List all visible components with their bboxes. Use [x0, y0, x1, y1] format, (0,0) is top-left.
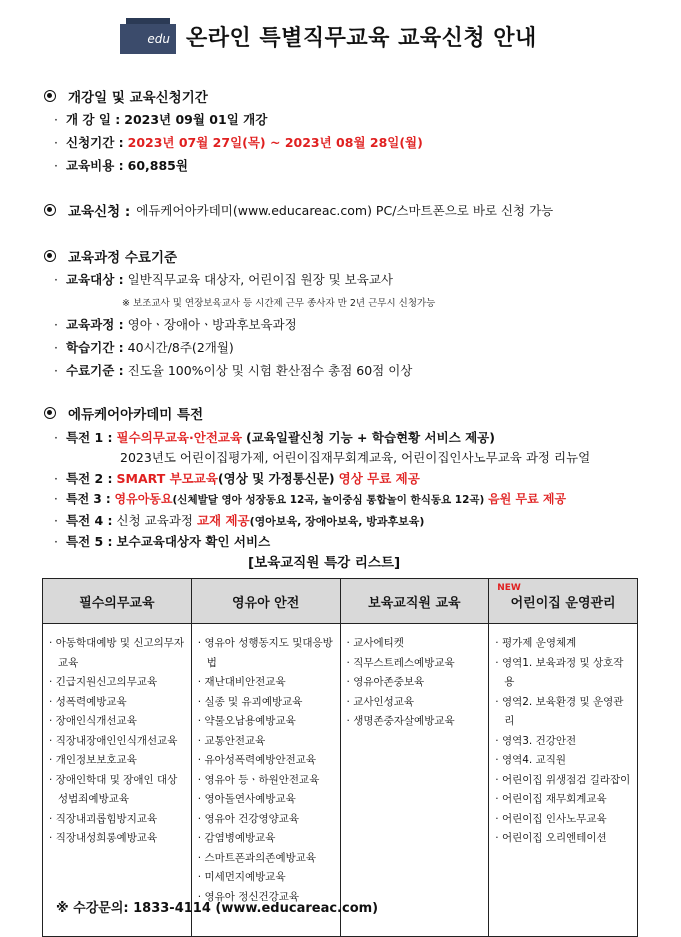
- table-column: [191, 624, 340, 937]
- list-item: · 미세먼지예방교육: [198, 868, 336, 888]
- list-item: · 교통안전교육: [198, 732, 336, 752]
- list-item: · 어린이집 재무회계교육: [495, 790, 633, 810]
- list-item: · 영유아 건강영양교육: [198, 810, 336, 830]
- list-item: · 실종 및 유괴예방교육: [198, 693, 336, 713]
- list-item: · 어린이집 오리엔테이션: [495, 829, 633, 849]
- list-item: · 긴급지원신고의무교육: [49, 673, 187, 693]
- list-item: · 평가제 운영체계: [495, 634, 633, 654]
- benefit-3: · 특전 3 : 영유아동요(신체발달 영아 성장동요 12곡, 놀이중심 통합놀이 한식동요 12곡) 음원 무료 제공: [54, 492, 567, 506]
- fee-line: · 교육비용 : 60,885원: [54, 158, 188, 173]
- list-item: · 약물오남용예방교육: [198, 712, 336, 732]
- list-item: · 직장내장애인인식개선교육: [49, 732, 187, 752]
- list-item: · 영역1. 보육과정 및 상호작용: [495, 654, 633, 693]
- list-item: · 영역2. 보육환경 및 운영관리: [495, 693, 633, 732]
- list-item: · 교사에티켓: [347, 634, 485, 654]
- list-item: · 아동학대예방 및 신고의무자교육: [49, 634, 187, 673]
- table-header: 필수의무교육: [43, 579, 192, 624]
- list-item: · 감염병예방교육: [198, 829, 336, 849]
- list-item: · 영유아 정신건강교육: [198, 888, 336, 908]
- benefit-1: · 특전 1 : 필수의무교육·안전교육 (교육일괄신청 기능 + 학습현황 서비스 제공): [54, 430, 495, 445]
- list-item: · 스마트폰과의존예방교육: [198, 849, 336, 869]
- circle-bullet-icon: [44, 250, 56, 262]
- new-badge: NEW: [497, 583, 521, 593]
- table-column: [43, 624, 192, 937]
- page-title: 온라인 특별직무교육 교육신청 안내: [186, 25, 537, 51]
- circle-bullet-icon: [44, 204, 56, 216]
- course-line: · 교육과정 : 영아ㆍ장애아ㆍ방과후보육과정: [54, 317, 297, 332]
- benefit-5: · 특전 5 : 보수교육대상자 확인 서비스: [54, 534, 271, 549]
- list-item: · 영아돌연사예방교육: [198, 790, 336, 810]
- list-item: · 직장내괴롭힘방지교육: [49, 810, 187, 830]
- table-header: 영유아 안전: [191, 579, 340, 624]
- benefit-1-detail: 2023년도 어린이집평가제, 어린이집재무회계교육, 어린이집인사노무교육 과정 리뉴얼: [120, 450, 591, 465]
- table-header: NEW 어린이집 운영관리: [489, 579, 638, 624]
- start-date-line: · 개 강 일 : 2023년 09월 01일 개강: [54, 112, 268, 127]
- section-heading-benefits: 에듀케어아카데미 특전: [44, 403, 203, 423]
- table-header: 보육교직원 교육: [340, 579, 489, 624]
- list-item: · 개인정보보호교육: [49, 751, 187, 771]
- list-title: [보육교직원 특강 리스트]: [248, 555, 401, 571]
- list-item: · 직무스트레스예방교육: [347, 654, 485, 674]
- list-item: · 재난대비안전교육: [198, 673, 336, 693]
- table-column: [340, 624, 489, 937]
- list-item: · 성폭력예방교육: [49, 693, 187, 713]
- table-column: [489, 624, 638, 937]
- list-item: · 영유아 등ㆍ하원안전교육: [198, 771, 336, 791]
- edu-logo: edu: [120, 18, 176, 54]
- list-item: · 장애인학대 및 장애인 대상 성범죄예방교육: [49, 771, 187, 810]
- benefit-2: · 특전 2 : SMART 부모교육(영상 및 가정통신문) 영상 무료 제공: [54, 471, 420, 486]
- list-item: · 어린이집 위생점검 길라잡이: [495, 771, 633, 791]
- header: [120, 14, 537, 58]
- section-heading-period: 개강일 및 교육신청기간: [44, 86, 208, 106]
- circle-bullet-icon: [44, 90, 56, 102]
- lecture-table: [42, 578, 638, 937]
- list-item: · 영유아존중보육: [347, 673, 485, 693]
- apply-value: 에듀케어아카데미(www.educareac.com) PC/스마트폰으로 바로 신청 가능: [136, 203, 554, 218]
- list-item: · 영역4. 교직원: [495, 751, 633, 771]
- period-line: · 신청기간 : 2023년 07월 27일(목) ~ 2023년 08월 28일(월): [54, 135, 423, 150]
- list-item: · 어린이집 인사노무교육: [495, 810, 633, 830]
- target-line: · 교육대상 : 일반직무교육 대상자, 어린이집 원장 및 보육교사: [54, 272, 393, 287]
- target-note: ※ 보조교사 및 연장보육교사 등 시간제 근무 종사자 만 2년 근무시 신청가능: [122, 298, 436, 309]
- list-item: · 영유아 성행동지도 및대응방법: [198, 634, 336, 673]
- benefit-4: · 특전 4 : 신청 교육과정 교재 제공(영아보육, 장애아보육, 방과후보육): [54, 513, 425, 528]
- list-item: · 영역3. 건강안전: [495, 732, 633, 752]
- list-item: · 생명존중자살예방교육: [347, 712, 485, 732]
- section-heading-apply: 교육신청 : 에듀케어아카데미(www.educareac.com) PC/스마트폰으로 바로 신청 가능: [44, 200, 553, 220]
- list-item: · 장애인식개선교육: [49, 712, 187, 732]
- list-item: · 유아성폭력예방안전교육: [198, 751, 336, 771]
- circle-bullet-icon: [44, 407, 56, 419]
- section-heading-criteria: 교육과정 수료기준: [44, 246, 177, 266]
- criteria-line: · 수료기준 : 진도율 100%이상 및 시험 환산점수 총점 60점 이상: [54, 363, 413, 378]
- list-item: · 교사인성교육: [347, 693, 485, 713]
- list-item: · 직장내성희롱예방교육: [49, 829, 187, 849]
- hours-line: · 학습기간 : 40시간/8주(2개월): [54, 340, 234, 355]
- footer-contact: ※ 수강문의: 1833-4114 (www.educareac.com): [56, 901, 379, 916]
